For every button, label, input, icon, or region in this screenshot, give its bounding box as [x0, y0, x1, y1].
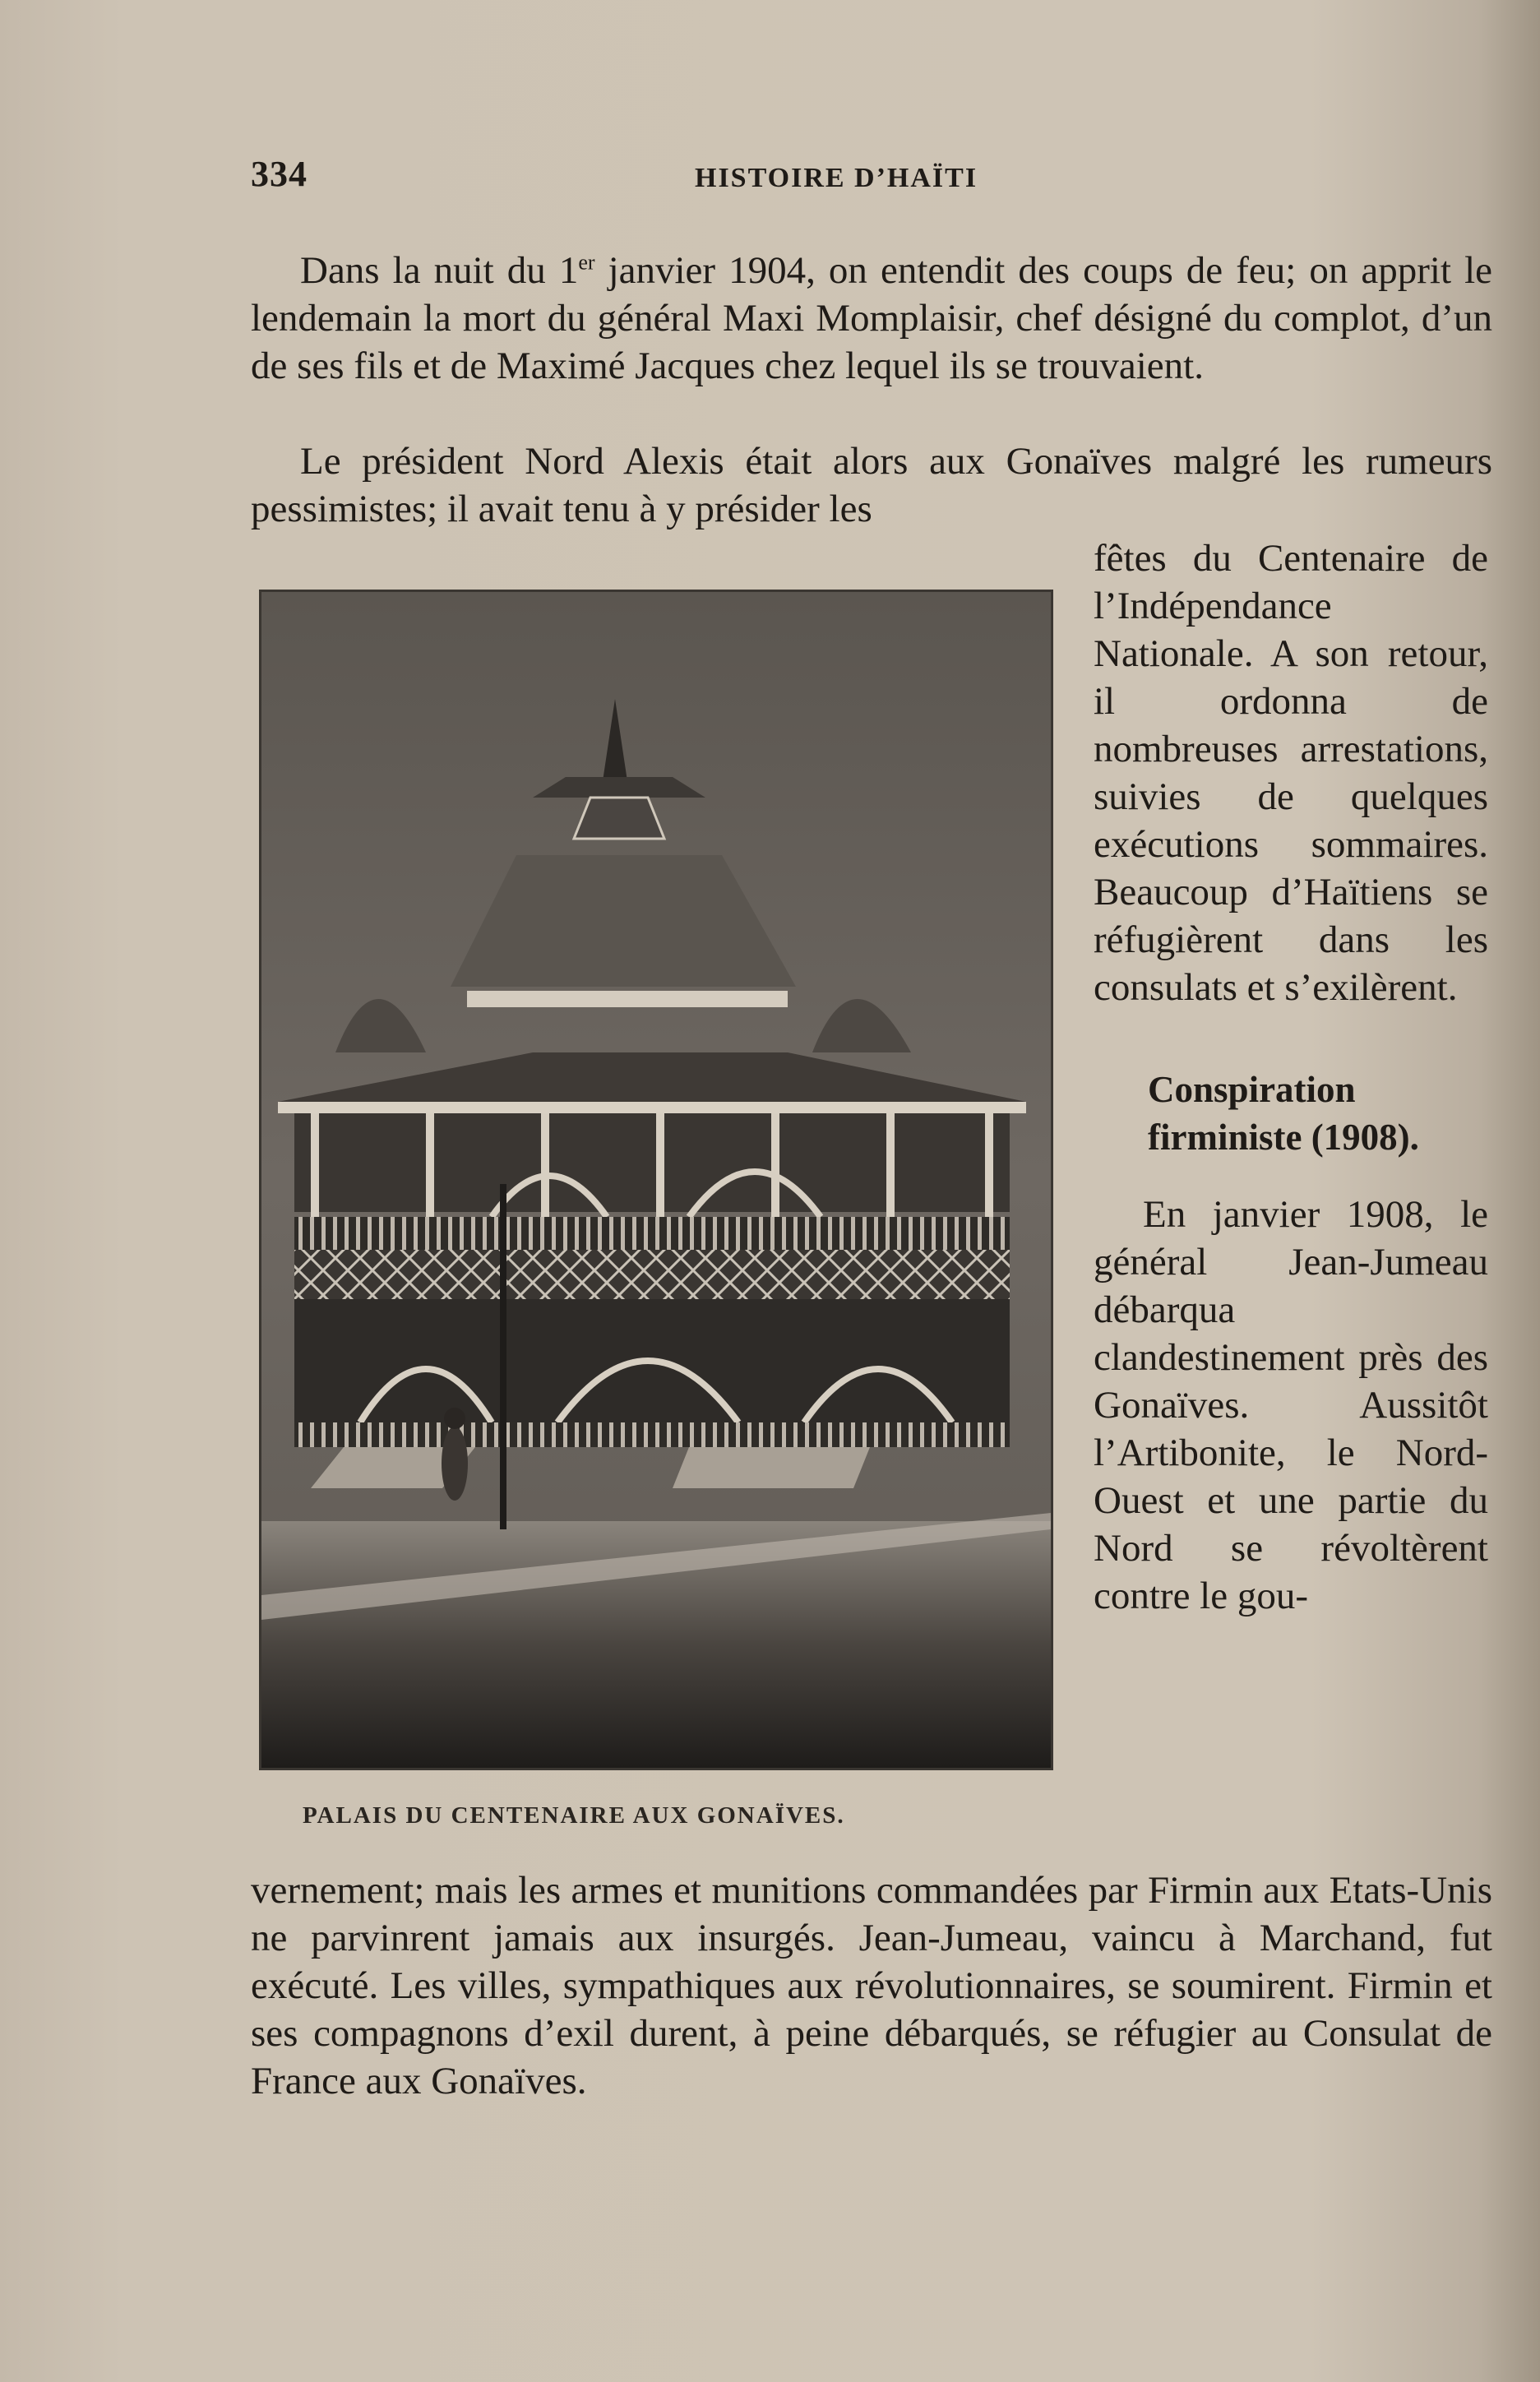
paragraph-3-column: En janvier 1908, le général Jean-Jumeau débarqua clandestinement près des Gonaïves. Aussitôt l’Artibonite, le Nord-Ouest et une partie du Nord se révoltèrent contre le gou-: [1094, 1193, 1488, 1617]
page-number: 334: [251, 154, 308, 194]
paragraph-2-column: fêtes du Centenaire de l’Indépendance Nationale. A son retour, il ordonna de nombreuses arrestations, suivies de quelques exécutions sommaires. Beaucoup d’Haïtiens se réfugièrent dans les consulats et s’exilèrent.: [1094, 537, 1488, 1009]
running-head: HISTOIRE D’HAÏTI: [695, 163, 978, 193]
paragraph-3-bottom: vernement; mais les armes et munitions commandées par Firmin aux Etats-Unis ne parvinrent jamais aux insurgés. Jean-Jumeau, vaincu à Marchand, fut exécuté. Les villes, sympathiques aux révolutionnaires, se soumirent. Firmin et ses compagnons d’exil durent, à peine débarqués, se réfugier au Consulat de France aux Gonaïves.: [251, 1869, 1492, 2102]
paragraph-2-top: Le président Nord Alexis était alors aux Gonaïves malgré les rumeurs pessimistes; il avait tenu à y présider les: [251, 440, 1492, 530]
paragraph-1-start: Dans la nuit du 1: [300, 249, 579, 292]
ordinal-superscript: er: [578, 250, 595, 275]
right-text-column: [1094, 534, 1488, 1620]
palace-illustration: [261, 592, 1051, 1768]
section-heading: Conspiration firministe (1908).: [1148, 1069, 1419, 1158]
page-header: [251, 153, 1484, 202]
figure-caption: PALAIS DU CENTENAIRE AUX GONAÏVES.: [303, 1802, 845, 1829]
paragraph-1-rest: janvier 1904, on entendit des coups de feu; on apprit le lendemain la mort du général Maxi Momplaisir, chef désigné du complot, d’un de ses fils et de Maximé Jacques chez lequel ils se trouvaient.: [251, 249, 1492, 387]
palace-photograph: [261, 592, 1051, 1768]
paragraph-1: [251, 247, 1492, 390]
